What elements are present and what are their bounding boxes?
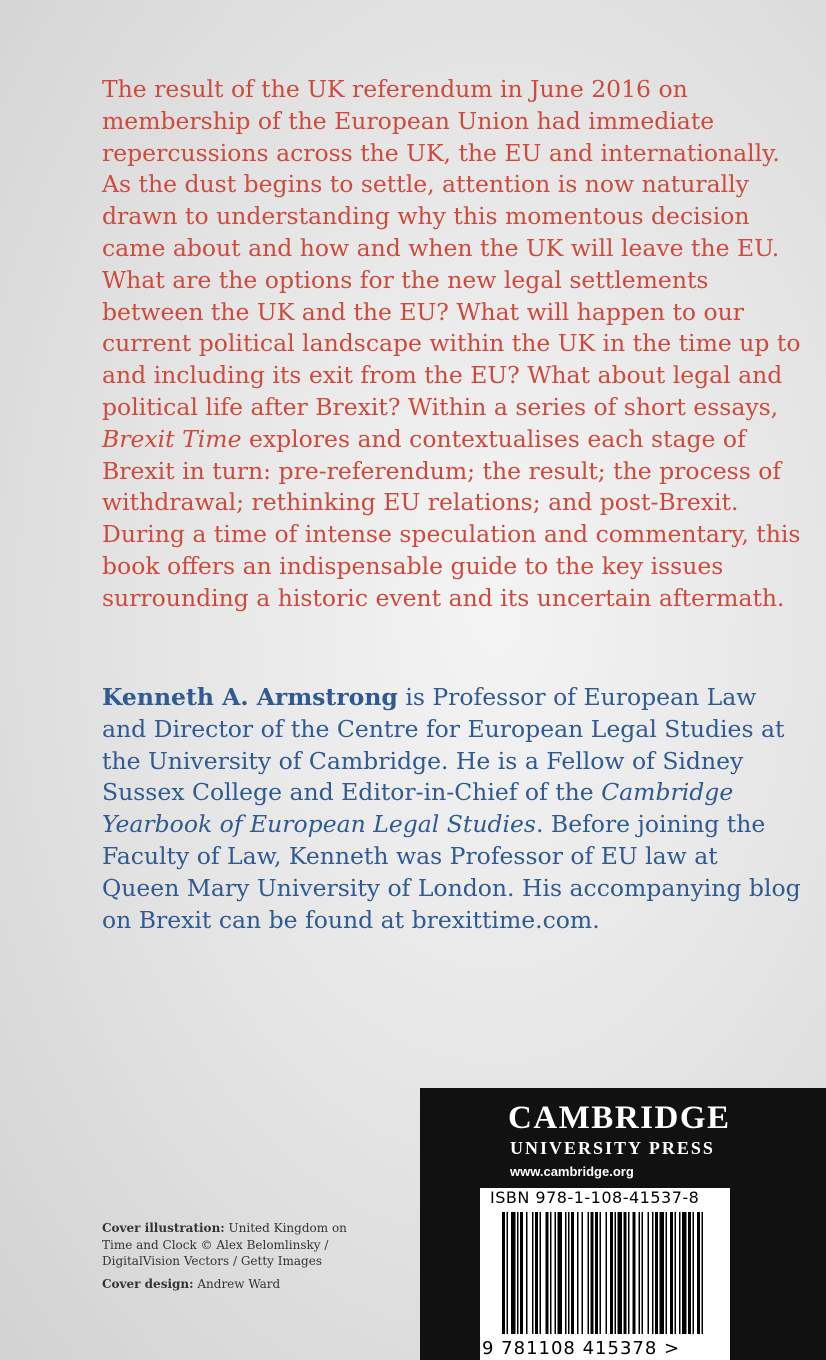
barcode-bar [517, 1212, 519, 1334]
barcode-bar [606, 1212, 608, 1334]
publisher-name: CAMBRIDGE [508, 1100, 731, 1136]
barcode-box [480, 1188, 730, 1360]
barcode-bar [565, 1212, 567, 1334]
barcode-bar [591, 1212, 594, 1334]
barcode-bar [633, 1212, 636, 1334]
bio-text-end: . Before joining the Faculty of Law, Kenneth was Professor of EU law at Queen Mary University of London. His accompanying blog on Brexit can be found at brexittime.com. [102, 810, 801, 934]
barcode-bar [688, 1212, 691, 1334]
barcode-digits: 9 781108 415378 > [482, 1338, 681, 1359]
barcode-bar [577, 1212, 579, 1334]
barcode-bar [624, 1212, 627, 1334]
barcode-bar [682, 1212, 687, 1334]
barcode-bar [652, 1212, 654, 1334]
barcode-bar [582, 1212, 584, 1334]
barcode-bar [639, 1212, 641, 1334]
barcode-bar [568, 1212, 570, 1334]
author-name: Kenneth A. Armstrong [102, 683, 398, 711]
publisher-url: www.cambridge.org [510, 1164, 634, 1179]
illustration-text: United Kingdom on Time and Clock © Alex Belomlinsky / DigitalVision Vectors / Getty Images [102, 1221, 347, 1268]
barcode-bar [670, 1212, 673, 1334]
barcode-bar [600, 1212, 602, 1334]
barcode-bar [655, 1212, 658, 1334]
barcode-bar [555, 1212, 557, 1334]
book-blurb [102, 74, 802, 615]
publisher-subtitle: UNIVERSITY PRESS [510, 1138, 715, 1158]
barcode-bar [532, 1212, 534, 1334]
blurb-text-start: The result of the UK referendum in June 2016 on membership of the European Union had immediate repercussions across the UK, the EU and internationally. As the dust begins to settle, attention is now naturally drawn to understanding why this momentous decision came about and how and when the UK will leave the EU. What are the options for the new legal settlements between the UK and the EU? What will happen to our current political landscape within the UK in the time up to and including its exit from the EU? What about legal and political life after Brexit? Within a series of short essays, [102, 75, 801, 421]
barcode-bar [702, 1212, 704, 1334]
barcode-bar [642, 1212, 644, 1334]
blurb-book-title: Brexit Time [102, 424, 242, 453]
barcode-bar [571, 1212, 574, 1334]
barcode-bar [660, 1212, 665, 1334]
design-credit [102, 1276, 352, 1293]
barcode-bar [526, 1212, 528, 1334]
blurb-text-end: explores and contextualises each stage of Brexit in turn: pre-referendum; the result; the process of withdrawal; rethinking EU relations; and post-Brexit. During a time of intense speculation and commentary, this book offers an indispensable guide to the key issues surrounding a historic event and its uncertain aftermath. [102, 424, 801, 612]
barcode-bar [588, 1212, 590, 1334]
barcode-bar [675, 1212, 677, 1334]
illustration-label: Cover illustration: [102, 1221, 225, 1235]
barcode-bar [535, 1212, 538, 1334]
barcode-bar [697, 1212, 700, 1334]
illustration-credit [102, 1220, 352, 1270]
barcode-bar [648, 1212, 650, 1334]
barcode-bar [610, 1212, 613, 1334]
barcode-bar [511, 1212, 516, 1334]
barcode-icon [486, 1212, 724, 1338]
design-text: Andrew Ward [193, 1276, 281, 1291]
barcode-bar [693, 1212, 695, 1334]
cover-credits [102, 1220, 352, 1298]
barcode-bar [558, 1212, 563, 1334]
barcode-bar [520, 1212, 523, 1334]
isbn-label: ISBN 978-1-108-41537-8 [490, 1188, 700, 1207]
design-label: Cover design: [102, 1276, 194, 1291]
barcode-bar [615, 1212, 617, 1334]
publisher-block [420, 1088, 826, 1360]
barcode-bar [507, 1212, 509, 1334]
bio-text-start: is Professor of European Law and Director of the Centre for European Legal Studies at the University of Cambridge. He is a Fellow of Sidney Sussex College and Editor-in-Chief of the [102, 683, 785, 807]
barcode-bar [550, 1212, 552, 1334]
barcode-bar [618, 1212, 623, 1334]
barcode-bar [502, 1212, 505, 1334]
barcode-bar [679, 1212, 681, 1334]
barcode-bar [540, 1212, 542, 1334]
barcode-bar [628, 1212, 630, 1334]
yearbook-title: Cambridge Yearbook of European Legal Studies [102, 778, 734, 839]
barcode-bar [595, 1212, 598, 1334]
barcode-bar [546, 1212, 549, 1334]
barcode-bar [666, 1212, 668, 1334]
author-bio [102, 682, 802, 936]
